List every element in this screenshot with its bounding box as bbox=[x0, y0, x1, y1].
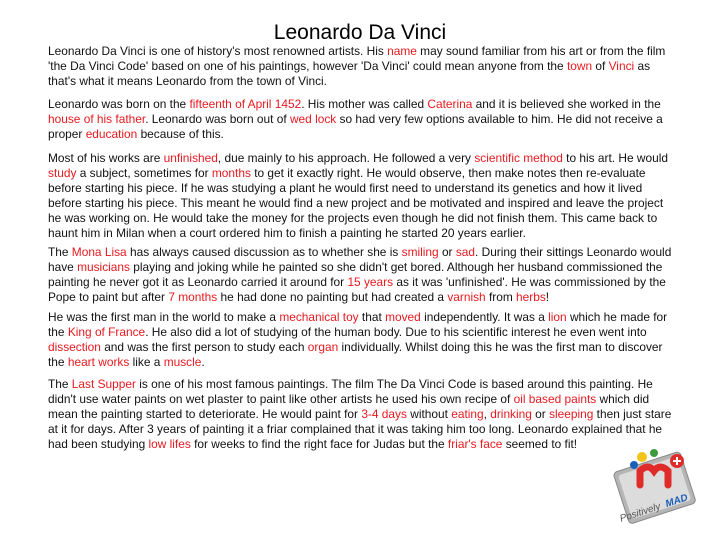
highlighted-term: Mona Lisa bbox=[71, 245, 127, 259]
highlighted-term: town bbox=[566, 59, 593, 74]
paragraph-text: for weeks to find the right face for Judas but the bbox=[190, 437, 448, 452]
positively-mad-logo bbox=[604, 441, 704, 531]
paragraph-name-origin bbox=[48, 44, 678, 89]
highlighted-term: study bbox=[48, 166, 77, 181]
highlighted-term: lion bbox=[548, 310, 567, 324]
highlighted-term: King of France bbox=[67, 325, 146, 340]
highlighted-term: Caterina bbox=[427, 97, 473, 111]
highlighted-term: 15 years bbox=[347, 275, 394, 290]
paragraph-text: from bbox=[485, 290, 517, 305]
highlighted-term: oil based paints bbox=[513, 392, 597, 407]
logo-text-right: MAD bbox=[664, 492, 690, 510]
highlighted-term: eating bbox=[451, 407, 484, 422]
paragraph-text: Leonardo was born on the bbox=[48, 97, 190, 111]
paragraph-text: which he made for the bbox=[48, 310, 668, 340]
highlighted-term: low lifes bbox=[148, 437, 191, 452]
paragraph-text: like a bbox=[129, 355, 164, 370]
paragraph-text: The bbox=[48, 245, 72, 259]
paragraph-text: , due mainly to his approach. He followed a very bbox=[217, 151, 475, 165]
paragraph-text: that bbox=[358, 310, 386, 324]
highlighted-term: name bbox=[387, 44, 417, 58]
highlighted-term: herbs bbox=[516, 290, 546, 305]
highlighted-term: mechanical toy bbox=[279, 310, 359, 324]
paragraph-text: He was the first man in the world to make a bbox=[48, 310, 280, 324]
highlighted-term: organ bbox=[307, 340, 339, 355]
highlighted-term: friar's face bbox=[447, 437, 503, 452]
logo-text-left: Positively bbox=[618, 501, 663, 525]
paragraph-working-method bbox=[48, 151, 678, 242]
highlighted-term: drinking bbox=[490, 407, 532, 422]
highlighted-term: muscle bbox=[163, 355, 202, 370]
paragraph-text: . During their sittings Leonardo would have bbox=[48, 245, 672, 275]
highlighted-term: sad bbox=[455, 245, 475, 259]
paragraph-text: Leonardo Da Vinci is one of history's most renowned artists. His bbox=[48, 44, 388, 58]
paragraph-text: , bbox=[483, 407, 491, 422]
paragraph-text: playing and joking while he painted so she didn't get bored. Although her husband commissioned the painting he never got it as Leonardo carried it around for bbox=[48, 260, 663, 290]
paragraph-text: may sound familiar from his art or from the film 'the Da Vinci Code' based on one of his paintings, however 'Da Vinci' could mean anyone from the bbox=[48, 44, 666, 74]
paragraph-last-supper bbox=[48, 377, 678, 452]
highlighted-term: varnish bbox=[447, 290, 486, 305]
paragraph-text: without bbox=[406, 407, 452, 422]
paragraph-text: independently. It was a bbox=[420, 310, 549, 324]
paragraph-text: individually. Whilst doing this he was the first man to discover the bbox=[48, 340, 663, 370]
paragraph-text: then just stare at it for days. After 3 years of painting it a friar complained that it was taking him too long. Leonardo explained that he had been studying bbox=[48, 407, 672, 452]
paragraph-text: as it was 'unfinished'. He was commissioned by the Pope to paint but after bbox=[48, 275, 666, 305]
paragraph-text: . Leonardo was born out of bbox=[145, 112, 290, 127]
highlighted-term: scientific method bbox=[474, 151, 563, 165]
paragraph-text: . bbox=[201, 355, 205, 370]
paragraph-text: and was the first person to study each bbox=[100, 340, 308, 355]
paragraph-text: Most of his works are bbox=[48, 151, 164, 165]
paragraph-text: and it is believed she worked in the bbox=[472, 97, 661, 111]
highlighted-term: heart works bbox=[67, 355, 130, 370]
paragraph-text: ! bbox=[545, 290, 550, 305]
highlighted-term: unfinished bbox=[163, 151, 218, 165]
highlighted-term: dissection bbox=[48, 340, 101, 355]
paragraph-text: to get it exactly right. He would observe, then make notes then re-evaluate before starting his piece. If he was studying a plant he would first need to understand its genetics and how it lived before starting his piece. This meant he would find a new project and be motivated and inspired and leave the project he was working on. He would take the money for the projects even though he did not finish them. This came back to haunt him in Milan when a court ordered him to finish a painting he started 20 years earlier. bbox=[48, 166, 664, 241]
page-title: Leonardo Da Vinci bbox=[273, 21, 447, 44]
paragraph-text: to his art. He would bbox=[562, 151, 668, 165]
paragraph-text: . His mother was called bbox=[301, 97, 428, 111]
paragraph-text: or bbox=[438, 245, 456, 259]
highlighted-term: moved bbox=[385, 310, 421, 324]
highlighted-term: education bbox=[85, 127, 138, 142]
highlighted-term: fifteenth of April 1452 bbox=[189, 97, 302, 111]
highlighted-term: house of his father bbox=[48, 112, 146, 127]
highlighted-term: sleeping bbox=[549, 407, 594, 422]
highlighted-term: Vinci bbox=[608, 59, 635, 74]
paragraph-inventions bbox=[48, 310, 678, 370]
paragraph-text: a subject, sometimes for bbox=[76, 166, 212, 181]
paragraph-text: of bbox=[592, 59, 609, 74]
paragraph-text: because of this. bbox=[137, 127, 224, 142]
paragraph-text: . He also did a lot of studying of the human body. Due to his scientific interest he even went into bbox=[145, 325, 647, 340]
highlighted-term: Last Supper bbox=[71, 377, 136, 391]
paragraph-text: has always caused discussion as to whether she is bbox=[126, 245, 402, 259]
highlighted-term: 7 months bbox=[168, 290, 218, 305]
paragraph-text: so had very few options available to him. He did not receive a proper bbox=[48, 112, 663, 142]
paragraph-text: is one of his most famous paintings. The film The Da Vinci Code is based around this painting. He didn't use water paints on wet plaster to paint like other artists he used his own recipe of bbox=[48, 377, 653, 407]
paragraph-text: he had done no painting but had created a bbox=[217, 290, 448, 305]
paragraph-text: The bbox=[48, 377, 72, 391]
paragraph-text: or bbox=[531, 407, 550, 422]
paragraph-text: which did mean the painting started to deteriorate. He would paint for bbox=[48, 392, 650, 422]
highlighted-term: months bbox=[211, 166, 251, 181]
highlighted-term: 3-4 days bbox=[361, 407, 407, 422]
paragraph-birth bbox=[48, 97, 678, 142]
highlighted-term: musicians bbox=[77, 260, 130, 275]
paragraph-text: seemed to fit! bbox=[502, 437, 578, 452]
highlighted-term: smiling bbox=[401, 245, 439, 259]
paragraph-text: as that's what it means Leonardo from the town of Vinci. bbox=[48, 59, 651, 89]
paragraph-mona-lisa bbox=[48, 245, 678, 305]
highlighted-term: wed lock bbox=[289, 112, 337, 127]
